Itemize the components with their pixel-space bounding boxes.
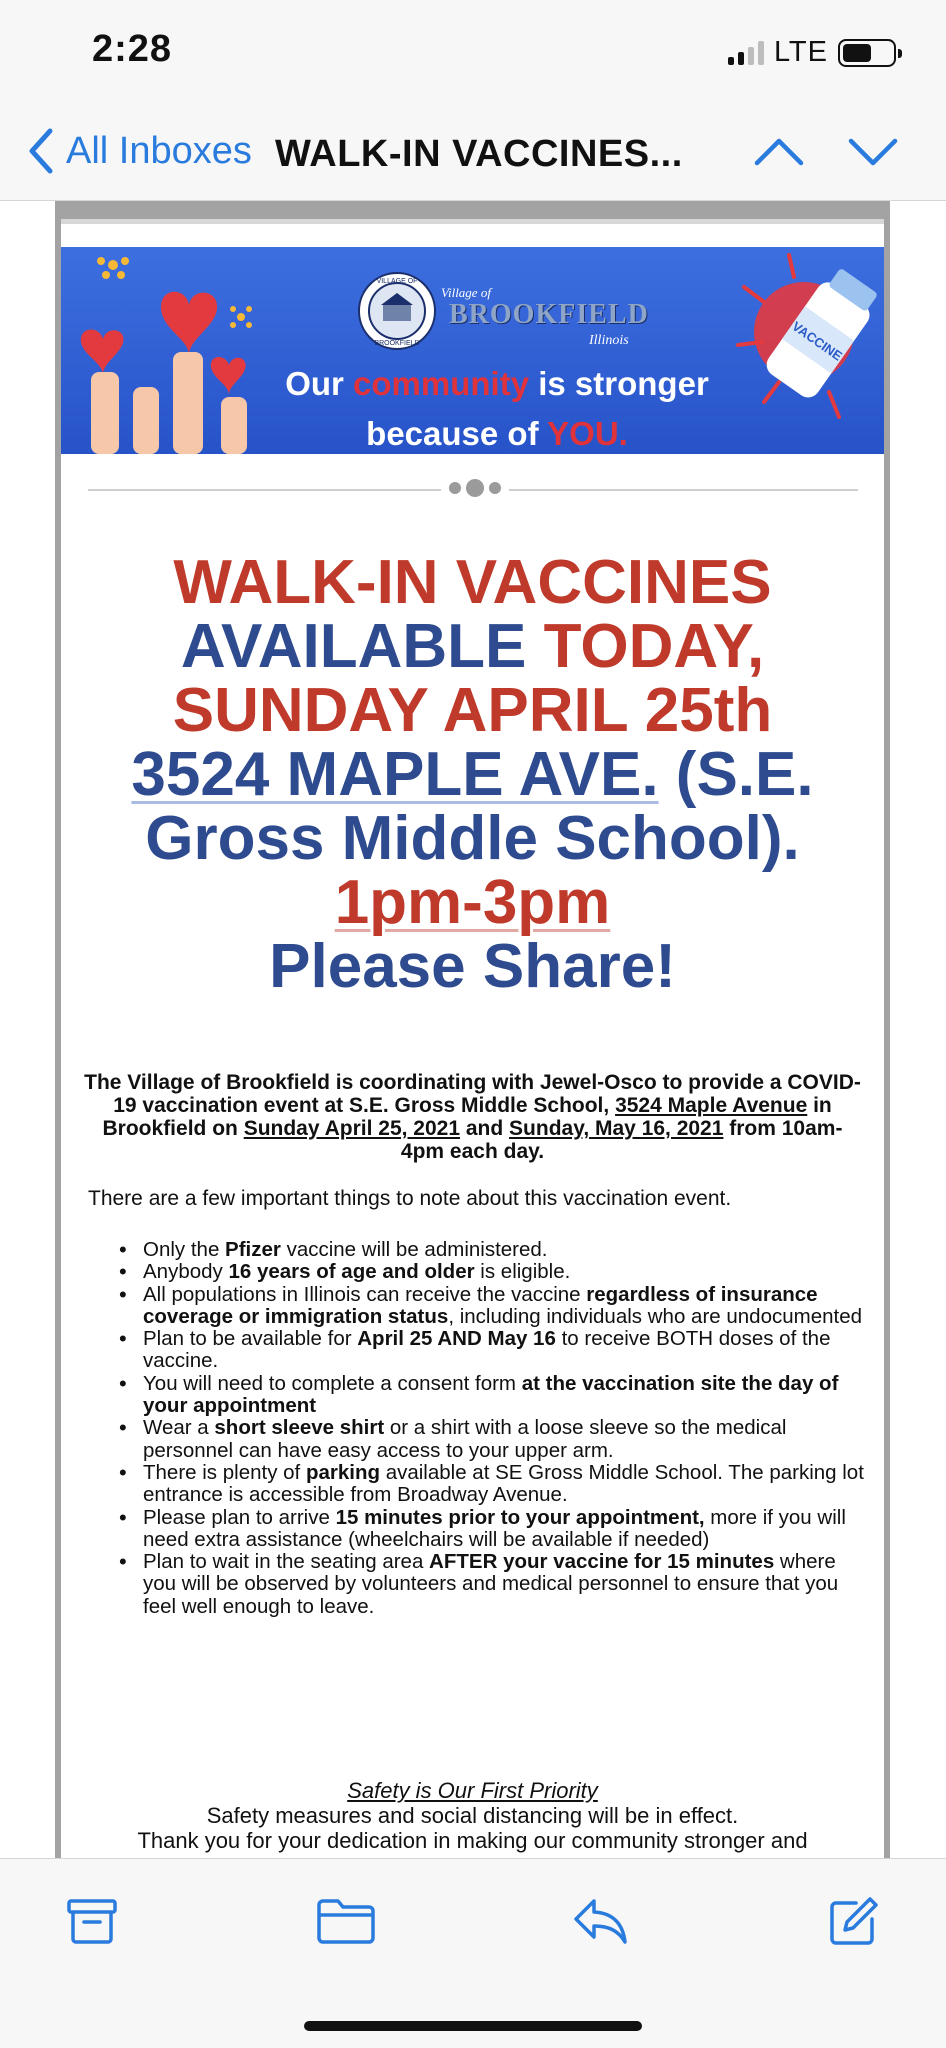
vaccine-bottle-illustration [734, 247, 884, 454]
banner-slogan: Our community is stronger because of YOU. [285, 365, 709, 452]
list-item: • Plan to be available for April 25 AND May 16 to receive BOTH doses of the vaccine. [143, 1328, 873, 1373]
village-seal-logo [357, 271, 437, 351]
folder-icon[interactable] [316, 1895, 376, 1947]
next-message-icon[interactable] [848, 129, 898, 175]
brand-state: Illinois [589, 333, 629, 348]
brookfield-banner [61, 247, 884, 454]
network-type: LTE [773, 36, 828, 68]
list-item: • All populations in Illinois can receive the vaccine regardless of insurance coverage or immigration status, including individuals who are undocumented [143, 1284, 873, 1329]
email-frame [55, 201, 890, 1858]
village-of-label: Village of [441, 285, 491, 300]
safety-section: Safety is Our First Priority Safety measures and social distancing will be in effect. Thank you for your dedication in making our community stronger and [61, 1778, 884, 1853]
battery-icon [838, 39, 896, 67]
list-item: • Only the Pfizer vaccine will be administered. [143, 1239, 873, 1261]
status-indicators [728, 36, 896, 69]
list-item: • There is plenty of parking available at SE Gross Middle School. The parking lot entrance is accessible from Broadway Avenue. [143, 1462, 873, 1507]
headline: WALK-IN VACCINES AVAILABLE TODAY, SUNDAY APRIL 25th 3524 MAPLE AVE. (S.E. Gross Middle School). 1pm-3pm Please Share! [131, 548, 814, 1001]
reply-icon[interactable] [572, 1895, 628, 1947]
date-link-may[interactable]: Sunday, May 16, 2021 [509, 1117, 724, 1140]
event-notes-list [143, 1239, 873, 1618]
address-link[interactable]: 3524 MAPLE AVE. [131, 740, 659, 809]
divider-dots [441, 479, 509, 497]
nav-bar [0, 105, 946, 201]
brand-name: BROOKFIELD [449, 299, 649, 330]
svg-text:VACCINE: VACCINE [789, 318, 846, 364]
bottom-toolbar [0, 1858, 946, 2048]
status-bar [0, 0, 946, 105]
email-subject: WALK-IN VACCINES... [275, 133, 683, 175]
list-item: • Wear a short sleeve shirt or a shirt with a loose sleeve so the medical personnel can have easy access to your upper arm. [143, 1417, 873, 1462]
list-item: • Plan to wait in the seating area AFTER your vaccine for 15 minutes where you will be observed by volunteers and medical personnel to ensure that you feel well enough to leave. [143, 1551, 873, 1618]
previous-message-icon[interactable] [754, 129, 804, 175]
svg-text:VILLAGE OF: VILLAGE OF [376, 278, 418, 285]
svg-text:BROOKFIELD: BROOKFIELD [374, 340, 420, 347]
archive-icon[interactable] [66, 1895, 118, 1947]
back-button[interactable] [26, 127, 252, 175]
safety-title: Safety is Our First Priority [347, 1778, 598, 1803]
back-label: All Inboxes [66, 129, 252, 172]
date-link-april[interactable]: Sunday April 25, 2021 [243, 1117, 461, 1140]
event-note: There are a few important things to note about this vaccination event. [88, 1187, 732, 1210]
status-time: 2:28 [92, 28, 173, 70]
signal-strength-icon [728, 41, 764, 65]
time-link[interactable]: 1pm-3pm [334, 868, 611, 937]
home-indicator[interactable] [304, 2021, 642, 2031]
address-detail-link[interactable]: 3524 Maple Avenue [615, 1094, 808, 1117]
email-body-scroll[interactable] [0, 201, 946, 1858]
list-item: • You will need to complete a consent form at the vaccination site the day of your appointment [143, 1373, 873, 1418]
intro-paragraph: The Village of Brookfield is coordinating with Jewel-Osco to provide a COVID-19 vaccination event at S.E. Gross Middle School, 3524 Maple Avenue in Brookfield on Sunday April 25, 2021 and Sunday, May 16, 2021 from 10am-4pm each day. [84, 1071, 861, 1163]
list-item: • Please plan to arrive 15 minutes prior to your appointment, more if you will need extra assistance (wheelchairs will be available if needed) [143, 1507, 873, 1552]
hands-hearts-illustration [61, 247, 291, 454]
compose-icon[interactable] [826, 1895, 880, 1949]
chevron-left-icon [26, 127, 54, 175]
list-item: • Anybody 16 years of age and older is eligible. [143, 1261, 873, 1283]
